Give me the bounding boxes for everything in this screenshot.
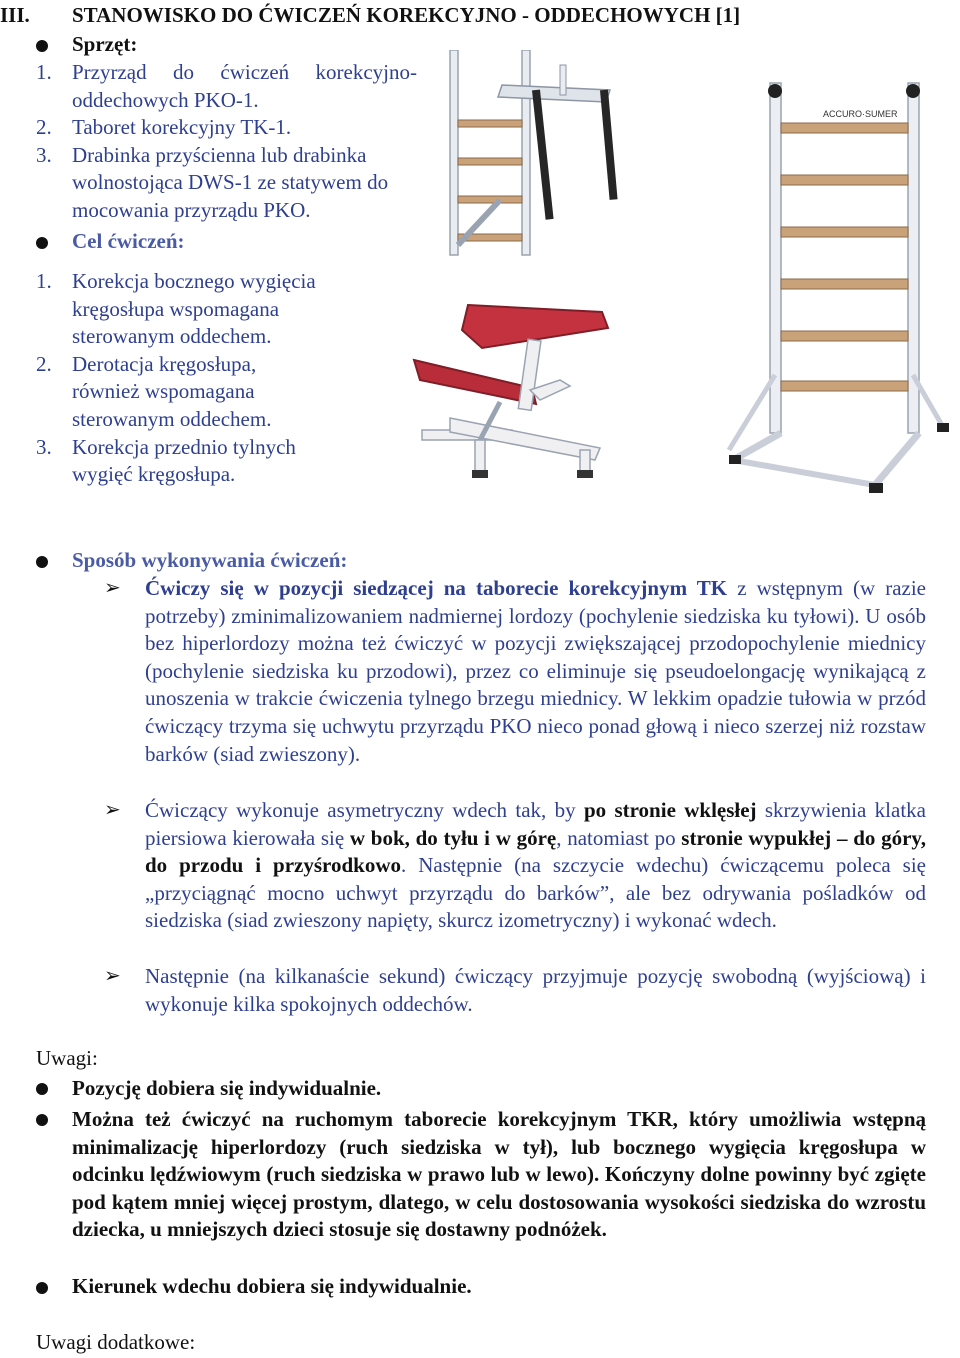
remark-item-2: Można też ćwiczyć na ruchomym taborecie korekcyjnym TKR, który umożliwia wstępną minimalizację hiperlordozy (ruch siedziska w tył), lub bocznego wygięcia kręgosłupa w odcinku lędźwiowym (ruch siedziska w prawo lub w lewo). Kończyny dolne powinny być zgięte pod kątem mniej więcej prostym, dlatego, w celu dostosowania wysokości siedziska do wzrostu dziecka, u mniejszych dzieci stosuje się dostawny podnóżek. <box>72 1107 926 1242</box>
arrow-bullet-icon: ➢ <box>104 965 121 987</box>
equipment-list <box>36 59 426 225</box>
equipment-title: Sprzęt: <box>72 32 138 56</box>
corrective-stool-image <box>410 300 615 485</box>
section-heading <box>0 2 900 30</box>
goals-title: Cel ćwiczeń: <box>72 229 185 253</box>
section-title: STANOWISKO DO ĆWICZEŃ KOREKCYJNO - ODDECHOWYCH [1] <box>72 3 741 27</box>
arrow-bullet-icon: ➢ <box>104 577 121 599</box>
method-paragraph-2: Ćwiczący wykonuje asymetryczny wdech tak, by po stronie wklęsłej skrzywienia klatka piersiowa kierowała się w bok, do tyłu i w górę, natomiast po stronie wypukłej – do góry, do przodu i przyśrodkowo. Następnie (na szczycie wdechu) ćwiczącemu poleca się „przyciągnąć mocno uchwyt przyrządu do barków”, ale bez odrywania pośladków od siedziska (siad zwieszony napięty, skurcz izometryczny) i wykonać wdech. <box>145 798 927 933</box>
pko-device-image <box>440 50 640 260</box>
equipment-item-3: Drabinka przyścienna lub drabinka wolnostojąca DWS-1 ze statywem do mocowania przyrządu PKO. <box>72 142 389 222</box>
bullet-dot <box>36 1282 48 1294</box>
brand-label: ACCURO·SUMER <box>823 109 898 119</box>
method-paragraph-3: Następnie (na kilkanaście sekund) ćwiczący przyjmuje pozycję swobodną (wyjściową) i wykonuje kilka spokojnych oddechów. <box>145 964 926 1016</box>
ladder-image <box>725 75 955 505</box>
method-title: Sposób wykonywania ćwiczeń: <box>72 548 348 572</box>
bullet-dot <box>36 1083 48 1095</box>
bullet-dot <box>36 40 48 52</box>
list-item: 1. Przyrząd do ćwiczeń korekcyjno-oddechowych PKO-1. <box>36 59 426 114</box>
goal-item-2: Derotacja kręgosłupa, również wspomagana sterowanym oddechem. <box>72 351 272 431</box>
goal-item-3: Korekcja przednio tylnych wygięć kręgosłupa. <box>72 434 296 487</box>
list-item: 3. Drabinka przyścienna lub drabinka wolnostojąca DWS-1 ze statywem do mocowania przyrządu PKO. <box>36 142 426 225</box>
list-item: 3. Korekcja przednio tylnych wygięć kręgosłupa. <box>36 434 356 489</box>
goals-list <box>36 268 356 489</box>
list-item: 1. Korekcja bocznego wygięcia kręgosłupa wspomagana sterowanym oddechem. <box>36 268 356 351</box>
list-item: 2. Taboret korekcyjny TK-1. <box>36 114 426 142</box>
list-item: 2. Derotacja kręgosłupa, również wspomagana sterowanym oddechem. <box>36 351 356 434</box>
extra-remarks-title: Uwagi dodatkowe: <box>36 1330 196 1354</box>
section-number: III. <box>0 3 30 27</box>
equipment-item-1: Przyrząd do ćwiczeń korekcyjno-oddechowych PKO-1. <box>72 60 417 112</box>
equipment-item-2: Taboret korekcyjny TK-1. <box>72 115 292 140</box>
arrow-bullet-icon: ➢ <box>104 799 121 821</box>
bullet-dot <box>36 1114 48 1126</box>
bullet-dot <box>36 556 48 568</box>
method-paragraph-1: Ćwiczy się w pozycji siedzącej na taborecie korekcyjnym TK z wstępnym (w razie potrzeby) zminimalizowaniem nadmiernej lordozy (pochylenie siedziska ku tyłowi). U osób bez hiperlordozy można też ćwiczyć w pozycji zwiększającej przodopochylenie miednicy (pochylenie siedziska ku przodowi), przez co eliminuje się pseudoelongację wynikającą z unoszenia w trakcie ćwiczenia tylnego brzegu miednicy. W lekkim opadzie tułowia w przód ćwiczący trzyma się uchwytu przyrządu PKO nieco ponad głową i nieco szerzej niż rozstaw barków (siad zwieszony). <box>145 576 926 766</box>
remark-item-1: Pozycję dobiera się indywidualnie. <box>72 1076 382 1100</box>
goal-item-1: Korekcja bocznego wygięcia kręgosłupa wspomagana sterowanym oddechem. <box>72 269 316 349</box>
remarks-title: Uwagi: <box>36 1046 98 1070</box>
remark-item-3: Kierunek wdechu dobiera się indywidualnie. <box>72 1274 472 1298</box>
bullet-dot <box>36 237 48 249</box>
